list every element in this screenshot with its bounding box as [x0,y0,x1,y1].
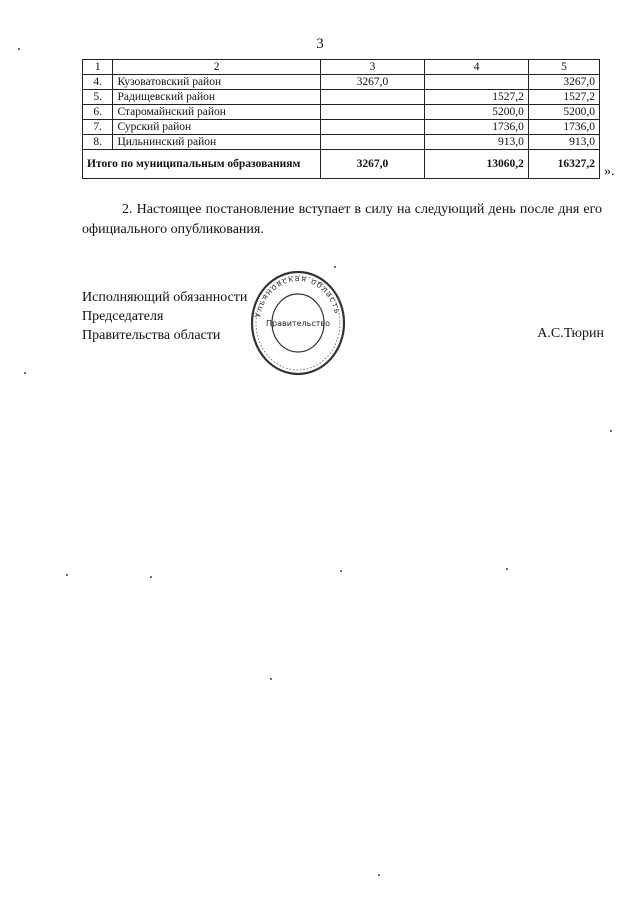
scan-speck [66,574,68,576]
total-label: Итого по муниципальным образованиям [83,150,321,179]
header-cell: 2 [113,60,320,75]
total-col5: 16327,2 [528,150,599,179]
scan-speck [334,266,336,268]
district-name: Цильнинский район [113,135,320,150]
value-col3: 3267,0 [320,75,425,90]
scan-speck [506,568,508,570]
signature-title-line2: Председателя [82,309,164,324]
district-name: Радищевский район [113,90,320,105]
value-col4: 1736,0 [425,120,529,135]
value-col3 [320,90,425,105]
table-row [83,90,600,105]
closing-quote: ». [604,164,615,179]
total-col4: 13060,2 [425,150,529,179]
value-col4 [425,75,529,90]
value-col4: 1527,2 [425,90,529,105]
row-number: 4. [83,75,113,90]
header-cell: 4 [425,60,529,75]
scan-speck [378,874,380,876]
district-name: Кузоватовский район [113,75,320,90]
table-header-row [83,60,600,75]
table-row [83,105,600,120]
row-number: 5. [83,90,113,105]
signature-title-line1: Исполняющий обязанности [82,290,248,305]
header-cell: 1 [83,60,113,75]
scan-speck [270,678,272,680]
signature-block [82,288,247,345]
total-row [83,150,600,179]
value-col5: 3267,0 [528,75,599,90]
row-number: 8. [83,135,113,150]
table-row [83,135,600,150]
value-col3 [320,120,425,135]
funding-table [82,59,600,179]
header-cell: 3 [320,60,425,75]
scan-speck [150,576,152,578]
signatory-name: А.С.Тюрин [537,326,604,341]
row-number: 6. [83,105,113,120]
official-stamp [248,268,348,378]
signature-title-line3: Правительства области [82,328,221,343]
value-col4: 5200,0 [425,105,529,120]
value-col3 [320,135,425,150]
table-row [83,120,600,135]
district-name: Старомайнский район [113,105,320,120]
page-number: 3 [316,36,324,52]
total-col3: 3267,0 [320,150,425,179]
scan-speck [18,48,20,50]
stamp-center-text: Правительство [266,319,330,328]
value-col5: 913,0 [528,135,599,150]
scan-speck [340,570,342,572]
scan-speck [24,372,26,374]
value-col3 [320,105,425,120]
district-name: Сурский район [113,120,320,135]
value-col5: 1736,0 [528,120,599,135]
header-cell: 5 [528,60,599,75]
value-col5: 5200,0 [528,105,599,120]
effective-date-paragraph: 2. Настоящее постановление вступает в силу на следующий день после дня его официального опубликования. [82,202,602,237]
value-col5: 1527,2 [528,90,599,105]
stamp-ring-text: Ульяновская область [253,273,343,319]
svg-text:Ульяновская область [253,274,342,318]
value-col4: 913,0 [425,135,529,150]
table-row [83,75,600,90]
row-number: 7. [83,120,113,135]
scan-speck [610,430,612,432]
